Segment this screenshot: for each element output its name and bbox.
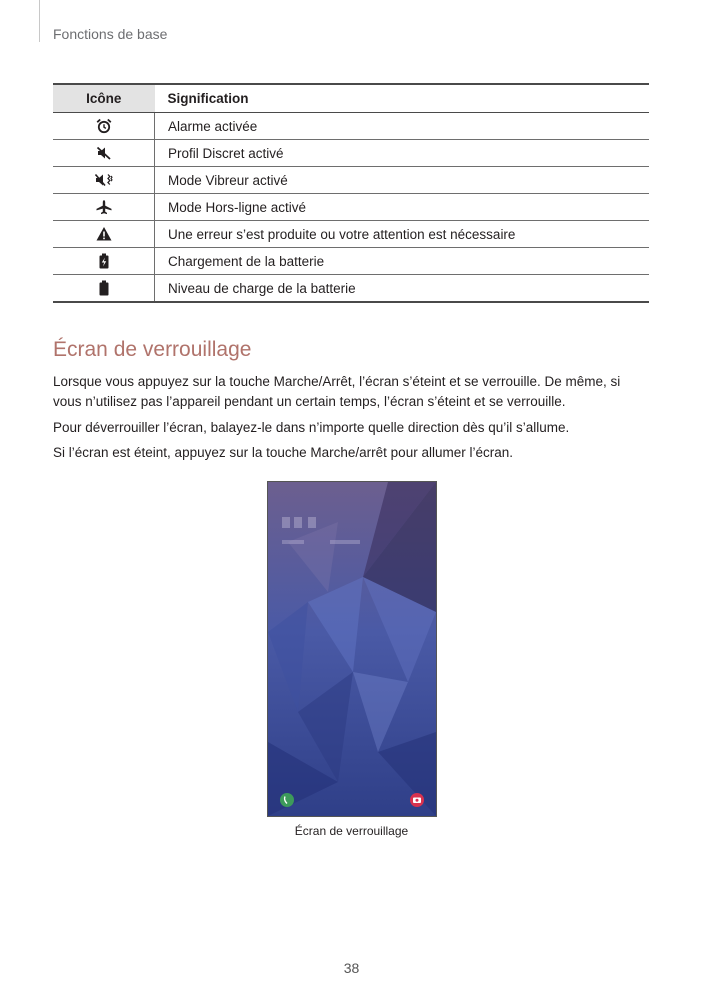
paragraph: Pour déverrouiller l’écran, balayez-le dans n’importe quelle direction dès qu’il s’allume. xyxy=(53,420,570,435)
paragraph: Lorsque vous appuyez sur la touche Marche/Arrêt, l’écran s’éteint et se verrouille. De même, si vous n’utilisez pas l’appareil pendant un certain temps, l’écran s’éteint et se verrouille. xyxy=(53,374,621,409)
table-row xyxy=(53,113,649,140)
airplane-icon xyxy=(95,199,113,215)
alarm-clock-icon xyxy=(96,118,112,134)
lock-screen-image xyxy=(267,481,437,817)
table-row xyxy=(53,248,649,275)
table-cell-meaning: Mode Vibreur activé xyxy=(155,167,650,194)
column-header-meaning: Signification xyxy=(155,84,650,113)
page-number: 38 xyxy=(343,960,360,976)
battery-level-icon xyxy=(98,280,110,296)
mute-speaker-icon xyxy=(96,145,112,161)
table-header-row xyxy=(53,84,649,113)
table-cell-meaning: Mode Hors-ligne activé xyxy=(155,194,650,221)
table-row xyxy=(53,221,649,248)
column-header-icon: Icône xyxy=(53,84,155,113)
table-row xyxy=(53,140,649,167)
vibrate-icon xyxy=(95,172,113,188)
table-cell-meaning: Alarme activée xyxy=(155,113,650,140)
table-cell-meaning: Chargement de la batterie xyxy=(155,248,650,275)
table-row xyxy=(53,167,649,194)
table-row xyxy=(53,275,649,303)
battery-charging-icon xyxy=(98,253,110,269)
table-cell-meaning: Profil Discret activé xyxy=(155,140,650,167)
table-row xyxy=(53,194,649,221)
section-title: Écran de verrouillage xyxy=(53,338,252,361)
table-cell-meaning: Une erreur s’est produite ou votre attention est nécessaire xyxy=(155,221,650,248)
status-icons-table xyxy=(53,83,649,303)
figure-caption: Écran de verrouillage xyxy=(294,824,409,838)
margin-rule xyxy=(39,0,40,42)
warning-icon xyxy=(96,226,112,242)
phone-call-icon xyxy=(280,793,294,807)
table-cell-meaning: Niveau de charge de la batterie xyxy=(155,275,650,303)
paragraph: Si l’écran est éteint, appuyez sur la touche Marche/arrêt pour allumer l’écran. xyxy=(53,445,513,460)
running-header: Fonctions de base xyxy=(53,26,168,42)
